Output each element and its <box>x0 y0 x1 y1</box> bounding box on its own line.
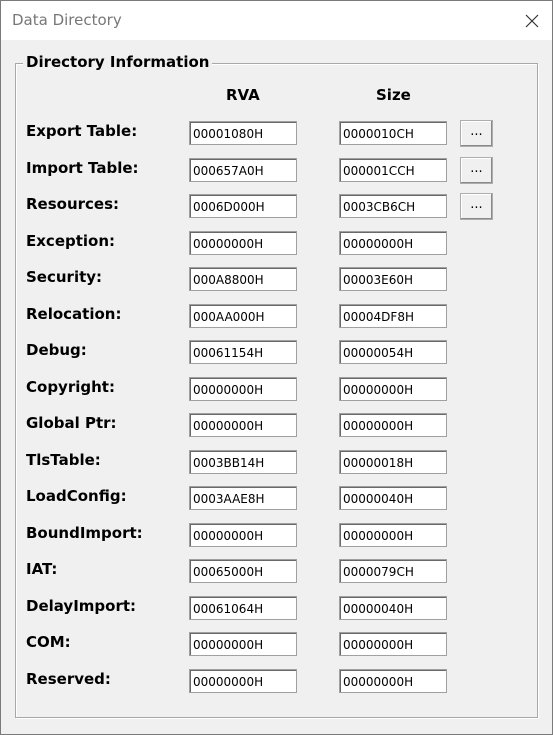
size-field-security[interactable]: 00003E60H <box>339 267 447 291</box>
size-field-reserved[interactable]: 00000000H <box>339 669 447 693</box>
more-button-importtable[interactable]: ... <box>460 157 493 184</box>
rva-field-resources[interactable]: 0006D000H <box>189 194 297 218</box>
label-delayimport: DelayImport: <box>26 597 137 615</box>
close-icon <box>525 14 539 28</box>
size-field-importtable[interactable]: 000001CCH <box>339 158 447 182</box>
label-relocation: Relocation: <box>26 305 122 323</box>
rva-field-tlstable[interactable]: 0003BB14H <box>189 450 297 474</box>
more-button-resources[interactable]: ... <box>460 193 493 220</box>
rva-field-debug[interactable]: 00061154H <box>189 340 297 364</box>
more-button-exporttable[interactable]: ... <box>460 120 493 147</box>
label-com: COM: <box>26 633 71 651</box>
label-security: Security: <box>26 268 103 286</box>
rva-field-security[interactable]: 000A8800H <box>189 267 297 291</box>
size-field-debug[interactable]: 00000054H <box>339 340 447 364</box>
rva-field-loadconfig[interactable]: 0003AAE8H <box>189 486 297 510</box>
rva-field-relocation[interactable]: 000AA000H <box>189 304 297 328</box>
size-field-tlstable[interactable]: 00000018H <box>339 450 447 474</box>
close-button[interactable] <box>511 1 552 40</box>
rva-field-importtable[interactable]: 000657A0H <box>189 158 297 182</box>
label-debug: Debug: <box>26 341 87 359</box>
label-exception: Exception: <box>26 232 116 250</box>
size-field-com[interactable]: 00000000H <box>339 632 447 656</box>
size-field-exporttable[interactable]: 0000010CH <box>339 121 447 145</box>
size-field-exception[interactable]: 00000000H <box>339 231 447 255</box>
rva-field-exception[interactable]: 00000000H <box>189 231 297 255</box>
size-column-header: Size <box>376 86 411 104</box>
rva-field-iat[interactable]: 00065000H <box>189 559 297 583</box>
rva-field-boundimport[interactable]: 00000000H <box>189 523 297 547</box>
label-tlstable: TlsTable: <box>26 451 101 469</box>
label-resources: Resources: <box>26 195 120 213</box>
label-boundimport: BoundImport: <box>26 524 143 542</box>
size-field-copyright[interactable]: 00000000H <box>339 377 447 401</box>
label-exporttable: Export Table: <box>26 122 138 140</box>
label-copyright: Copyright: <box>26 378 115 396</box>
label-reserved: Reserved: <box>26 670 111 688</box>
rva-field-copyright[interactable]: 00000000H <box>189 377 297 401</box>
size-field-boundimport[interactable]: 00000000H <box>339 523 447 547</box>
rva-field-com[interactable]: 00000000H <box>189 632 297 656</box>
rva-field-delayimport[interactable]: 00061064H <box>189 596 297 620</box>
window-title: Data Directory <box>12 11 122 29</box>
title-bar[interactable] <box>1 1 552 40</box>
size-field-relocation[interactable]: 00004DF8H <box>339 304 447 328</box>
size-field-delayimport[interactable]: 00000040H <box>339 596 447 620</box>
size-field-loadconfig[interactable]: 00000040H <box>339 486 447 510</box>
rva-field-exporttable[interactable]: 00001080H <box>189 121 297 145</box>
rva-column-header: RVA <box>226 86 260 104</box>
size-field-resources[interactable]: 0003CB6CH <box>339 194 447 218</box>
size-field-globalptr[interactable]: 00000000H <box>339 413 447 437</box>
rva-field-reserved[interactable]: 00000000H <box>189 669 297 693</box>
label-importtable: Import Table: <box>26 159 139 177</box>
group-title: Directory Information <box>23 53 212 71</box>
rva-field-globalptr[interactable]: 00000000H <box>189 413 297 437</box>
label-globalptr: Global Ptr: <box>26 414 117 432</box>
size-field-iat[interactable]: 0000079CH <box>339 559 447 583</box>
label-iat: IAT: <box>26 560 58 578</box>
label-loadconfig: LoadConfig: <box>26 487 127 505</box>
